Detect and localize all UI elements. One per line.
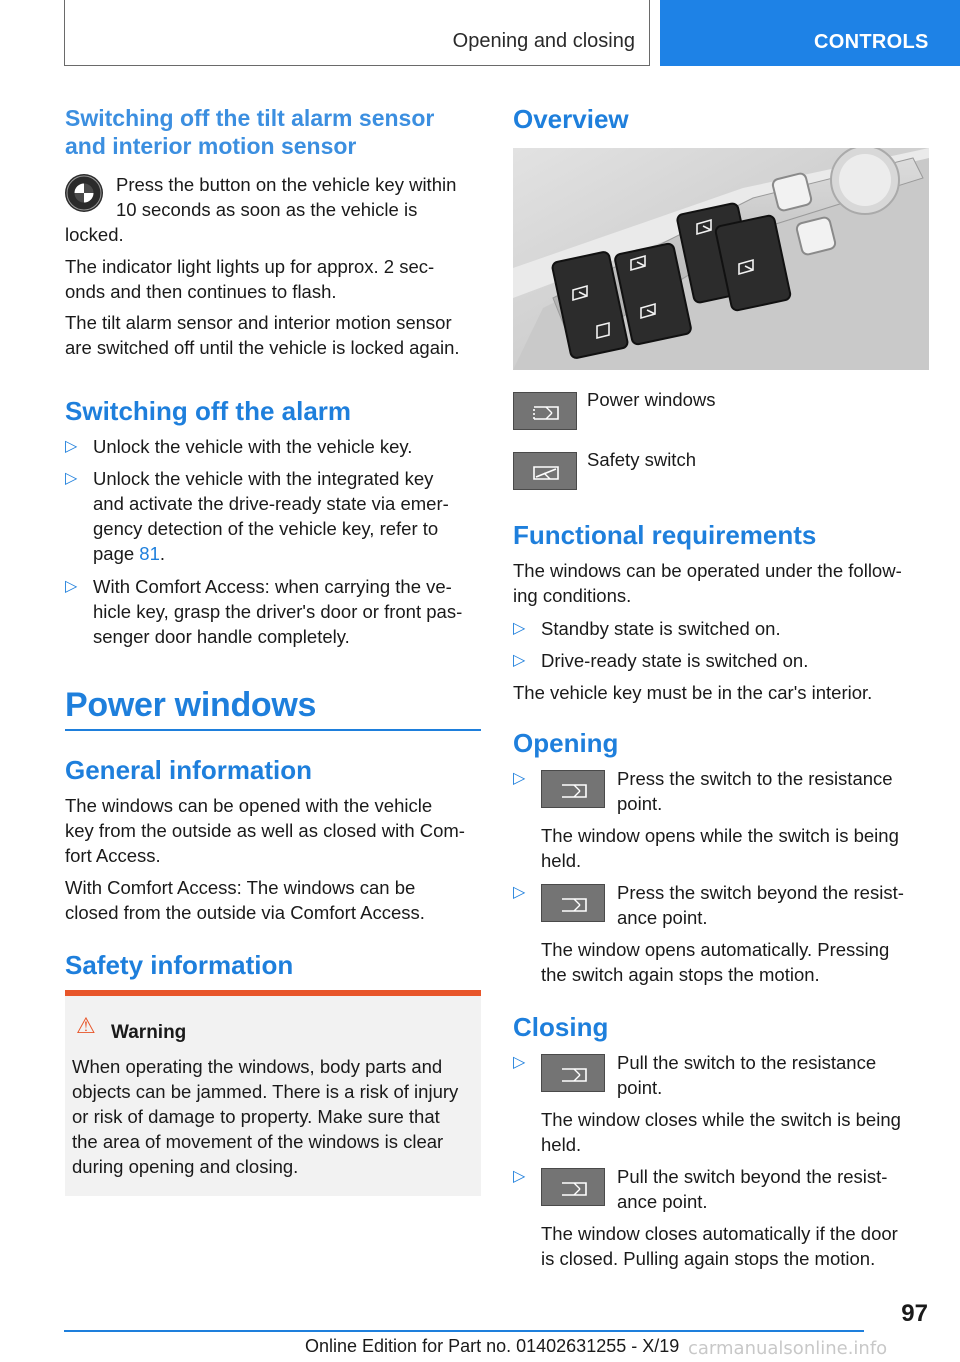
- functional-item-1: Standby state is switched on.: [541, 618, 781, 639]
- bullet-icon: ▷: [65, 470, 78, 487]
- header-chapter-title: CONTROLS: [814, 31, 929, 53]
- power-window-switch-icon: [513, 392, 577, 430]
- general-paragraph-2: With Comfort Access: The windows can be closed from the outside via Comfort Access.: [65, 877, 425, 923]
- window-switch-icon: [541, 884, 605, 922]
- tilt-paragraph-1b: locked.: [65, 224, 124, 245]
- safety-info-heading: Safety information: [65, 950, 294, 980]
- header-section-title: Opening and closing: [452, 30, 635, 52]
- alarm-item-1: Unlock the vehicle with the vehicle key.: [93, 436, 413, 457]
- alarm-item-2: Unlock the vehicle with the integrated key and activate the drive-ready state via emer- gency detection of the vehicle key, refer to page 81.: [93, 468, 449, 564]
- heading-rule: [65, 729, 481, 731]
- edition-text: Online Edition for Part no. 01402631255 - X/19: [305, 1336, 680, 1356]
- door-switch-panel-photo: [513, 148, 929, 370]
- legend-power-windows: Power windows: [587, 389, 716, 410]
- tilt-paragraph-1a: Press the button on the vehicle key within 10 seconds as soon as the vehicle is: [116, 174, 457, 220]
- warning-title: Warning: [111, 1022, 187, 1043]
- bullet-icon: ▷: [513, 1054, 526, 1071]
- alarm-item-3: With Comfort Access: when carrying the ve- hicle key, grasp the driver's door or front pas- senger door handle completely.: [93, 576, 463, 647]
- window-switch-icon: [541, 770, 605, 808]
- functional-paragraph-1: The windows can be operated under the follow- ing conditions.: [513, 560, 902, 606]
- closing-item-1-text: Pull the switch to the resistance point.: [617, 1052, 877, 1098]
- tilt-heading: Switching off the tilt alarm sensor and interior motion sensor: [65, 105, 435, 159]
- bullet-icon: ▷: [513, 620, 526, 637]
- tilt-paragraph-3: The tilt alarm sensor and interior motion sensor are switched off until the vehicle is locked again.: [65, 312, 460, 358]
- general-info-heading: General information: [65, 755, 313, 785]
- functional-paragraph-2: The vehicle key must be in the car's interior.: [513, 682, 873, 703]
- window-switch-icon: [541, 1054, 605, 1092]
- general-paragraph-1: The windows can be opened with the vehicle key from the outside as well as closed with Com- fort Access.: [65, 795, 465, 866]
- overview-heading: Overview: [513, 104, 629, 134]
- opening-heading: Opening: [513, 728, 619, 758]
- tilt-paragraph-2: The indicator light lights up for approx. 2 sec- onds and then continues to flash.: [65, 256, 435, 302]
- opening-item-2-detail: The window opens automatically. Pressing the switch again stops the motion.: [541, 939, 890, 985]
- bullet-icon: ▷: [65, 438, 78, 455]
- warning-box: [65, 990, 481, 1196]
- power-windows-heading: Power windows: [65, 686, 317, 724]
- opening-item-1-detail: The window opens while the switch is being held.: [541, 825, 899, 871]
- bullet-icon: ▷: [65, 578, 78, 595]
- legend-safety-switch: Safety switch: [587, 449, 696, 470]
- bullet-icon: ▷: [513, 884, 526, 901]
- alarm-list: [65, 434, 481, 654]
- bullet-icon: ▷: [513, 1168, 526, 1185]
- functional-item-2: Drive-ready state is switched on.: [541, 650, 809, 671]
- opening-item-2-text: Press the switch beyond the resist- ance point.: [617, 882, 904, 928]
- functional-list: [513, 616, 929, 676]
- bullet-icon: ▷: [513, 652, 526, 669]
- opening-item-1-text: Press the switch to the resistance point.: [617, 768, 893, 814]
- closing-heading: Closing: [513, 1012, 609, 1042]
- header-section-box: [64, 0, 650, 66]
- footer-rule: [64, 1330, 864, 1332]
- functional-requirements-heading: Functional requirements: [513, 520, 817, 550]
- bullet-icon: ▷: [513, 770, 526, 787]
- page-reference-link[interactable]: 81: [139, 543, 160, 564]
- opening-list: [513, 766, 929, 986]
- header-chapter-tab: [660, 0, 960, 66]
- safety-switch-icon: [513, 452, 577, 490]
- window-switch-icon: [541, 1168, 605, 1206]
- closing-list: [513, 1050, 929, 1272]
- watermark: carmanualsonline.info: [688, 1338, 888, 1359]
- warning-text: When operating the windows, body parts and objects can be jammed. There is a risk of injury or risk of damage to property. Make sure that the area of movement of the windows is clear during opening and closing.: [72, 1056, 459, 1177]
- closing-item-2-detail: The window closes automatically if the door is closed. Pulling again stops the motion.: [541, 1223, 898, 1269]
- closing-item-1-detail: The window closes while the switch is being held.: [541, 1109, 901, 1155]
- page-number: 97: [901, 1300, 928, 1327]
- closing-item-2-text: Pull the switch beyond the resist- ance point.: [617, 1166, 888, 1212]
- alarm-heading: Switching off the alarm: [65, 396, 352, 426]
- bmw-key-button-icon: [65, 174, 103, 212]
- warning-triangle-icon: ⚠: [76, 1014, 96, 1039]
